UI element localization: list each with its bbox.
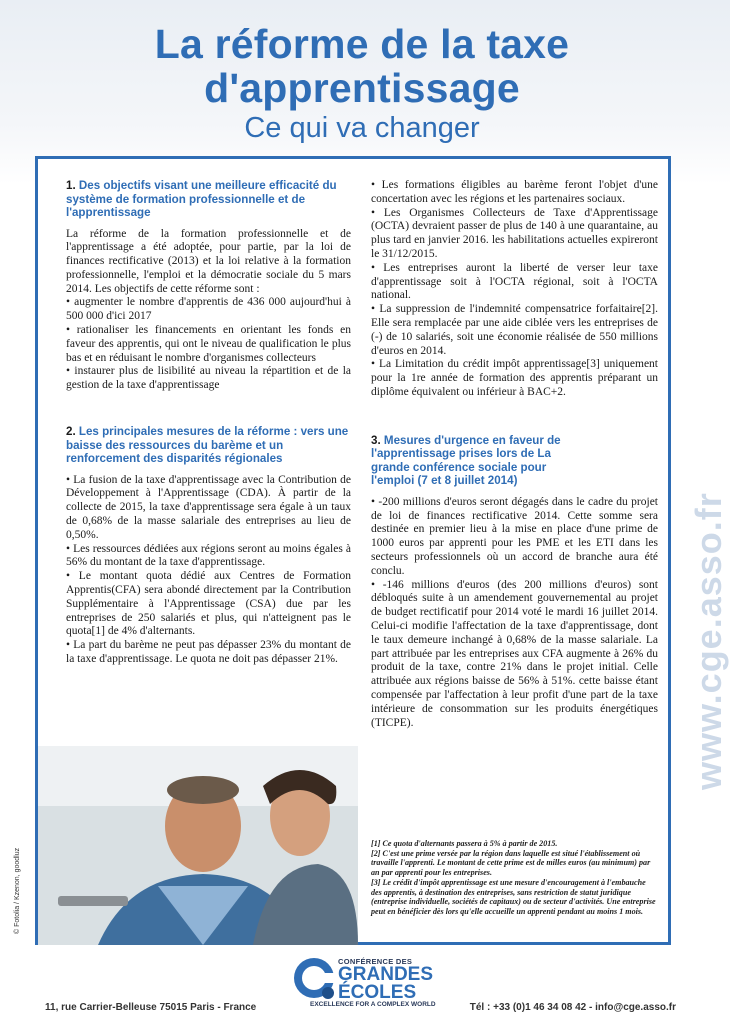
section-3-number: 3.: [371, 433, 381, 447]
page-subtitle: Ce qui va changer: [244, 112, 480, 144]
section-2-cont-bullet: • La Limitation du crédit impôt apprentissage[3] uniquement pour la 1re année de formation des apprentis préparant un diplôme équivalent ou inférieur à BAC+2.: [371, 358, 658, 398]
title-line-1: La réforme de la taxe: [154, 21, 570, 67]
section-3-bullet: • -146 millions d'euros (des 200 millions d'euros) sont débloqués suite à un amendement gouvernemental au projet de budget rectificatif pour 2014 voté le mardi 16 juillet 2014. Celui-ci modifie l'affectation de la taxe d'apprentissage, dont le taux demeure inchangé à 0,68% de la masse salariale. La part attribuée par les entreprises aux CFA augmente à 26% du produit de la taxe, contre 21% dans le projet initial. Celle attribuée aux régions baisse de 56% à 51%. cette baisse étant compensée par l'affectation à leur profit d'une part de la taxe intérieure de consommation sur les produits énergétiques (TICPE).: [371, 578, 658, 729]
logo-tagline: EXCELLENCE FOR A COMPLEX WORLD: [310, 1001, 436, 1008]
apprentice-photo-illustration: [38, 746, 358, 945]
section-2-bullet: • La fusion de la taxe d'apprentissage avec la Contribution de Développement à l'Apprentissage (CDA). À partir de la collecte de 2015, la taxe d'apprentissage sera égale à un taux de 0,68% de la masse salariale des entreprises au lieu de 0,50%.: [66, 473, 351, 541]
section-2-cont-bullet: • La suppression de l'indemnité compensatrice forfaitaire[2]. Elle sera remplacée par une aide ciblée vers les entreprises de (-) de 10 salariés, soit une économie réalisée de 550 millions d'euros en 2014.: [371, 303, 658, 357]
content-box: [35, 156, 671, 945]
section-2-cont-bullet: • Les Organismes Collecteurs de Taxe d'Apprentissage (OCTA) devraient passer de plus de 140 à une quarantaine, au plus tard en janvier 2016. les habilitations actuelles expireront le 31/12/2015.: [371, 206, 658, 260]
section-2-title: Les principales mesures de la réforme : vers une baisse des ressources du barème et un renforcement des disparités régionales: [66, 425, 349, 466]
section-2-bullet: • Le montant quota dédié aux Centres de Formation Apprentis(CFA) sera abondé directement par la Contribution Supplémentaire à l'Apprentissage (CSA) due par les entreprises de 250 salariés et plus, qui n'atteignent pas le quota[1] de 4% d'alternants.: [66, 570, 351, 638]
website-watermark: www.cge.asso.fr: [688, 492, 729, 790]
cge-logo-icon: [292, 955, 336, 1001]
section-2-cont-bullet: • Les formations éligibles au barème feront l'objet d'une concertation avec les régions et les partenaires sociaux.: [371, 179, 658, 205]
page-title: [0, 22, 724, 110]
section-2-cont-bullet: • Les entreprises auront la liberté de verser leur taxe d'apprentissage soit à l'OCTA régional, soit à l'OCTA national.: [371, 261, 658, 302]
section-1-bullet: • rationaliser les financements en orientant les fonds en faveur des apprentis, qui ont le niveau de qualification le plus bas et en réduisant le nombre d'organismes collecteurs: [66, 324, 351, 364]
page-header: [0, 22, 724, 144]
footer-address: 11, rue Carrier-Belleuse 75015 Paris - France: [45, 1002, 257, 1013]
section-2-bullet: • Les ressources dédiées aux régions seront au moins égales à 56% du montant de la taxe d'apprentissage.: [66, 542, 351, 569]
section-1-bullet: • instaurer plus de lisibilité au niveau la répartition et de la gestion de la taxe d'apprentissage: [66, 365, 351, 392]
section-1-title: Des objectifs visant une meilleure efficacité du système de formation professionnelle et de l'apprentissage: [66, 179, 337, 219]
logo-line-2: GRANDES: [338, 964, 434, 985]
section-2-heading: [66, 425, 351, 466]
section-3-bullet: • -200 millions d'euros seront dégagés dans le cadre du projet de loi de finances rectificative 2014. Cette somme sera destinée en premier lieu à la mise en place d'une prime de 1000 euros par apprenti pour les PME et les ETI dans les secteurs professionnels où un accord de branche aura été conclu.: [371, 495, 658, 577]
footnote: [1] Ce quota d'alternants passera à 5% à partir de 2015.: [371, 839, 558, 848]
logo-line-1: CONFÉRENCE DES: [338, 957, 413, 966]
title-line-2: d'apprentissage: [204, 65, 520, 111]
apprentice-photo: [38, 746, 358, 945]
cge-logo: [292, 953, 442, 1013]
section-3-title: Mesures d'urgence en faveur de l'apprentissage prises lors de La grande conférence sociale pour l'emploi (7 et 8 juillet 2014): [371, 433, 561, 488]
footer-contact: Tél : +33 (0)1 46 34 08 42 - info@cge.asso.fr: [469, 1002, 676, 1013]
footnote: [2] C'est une prime versée par la région dans laquelle est situé l'établissement où travaille l'apprenti. Le montant de cette prime est de milles euros (au minimum) par an par apprenti pour les entreprises.: [371, 848, 651, 878]
left-column: [66, 179, 351, 667]
section-2-number: 2.: [66, 425, 76, 439]
section-1-paragraph: La réforme de la formation professionnelle et de l'apprentissage a été adoptée, pour partie, par la loi de finances rectificative (2013) et la loi relative à la formation professionnelle, l'emploi et la démocratie sociale du 5 mars 2014. Les objectifs de cette réforme sont :: [66, 227, 351, 295]
section-3-heading: [371, 434, 571, 488]
section-1-bullet: • augmenter le nombre d'apprentis de 436 000 aujourd'hui à 500 000 d'ici 2017: [66, 296, 351, 323]
cge-logo-text: [338, 957, 433, 1002]
section-1-number: 1.: [66, 179, 76, 192]
photo-credit: © Fotolia / Kzenon, goodluz: [14, 847, 21, 934]
footnote: [3] Le crédit d'impôt apprentissage est une mesure d'encouragement à l'embauche des apprentis, à destination des entreprises, sans restriction de statut juridique (entreprise individuelle, sociétés de capitaux) ou de secteur d'activités. Une entreprise peut en bénéficier dès lors qu'elle accueille un apprenti pendant au moins 1 mois.: [371, 877, 656, 916]
logo-line-3: ÉCOLES: [338, 982, 417, 1003]
section-2-bullet: • La part du barème ne peut pas dépasser 23% du montant de la taxe d'apprentissage. Le quota ne doit pas dépasser 21%.: [66, 639, 351, 665]
right-column: [371, 179, 658, 730]
section-1-heading: [66, 179, 351, 220]
footnotes: [371, 839, 658, 917]
